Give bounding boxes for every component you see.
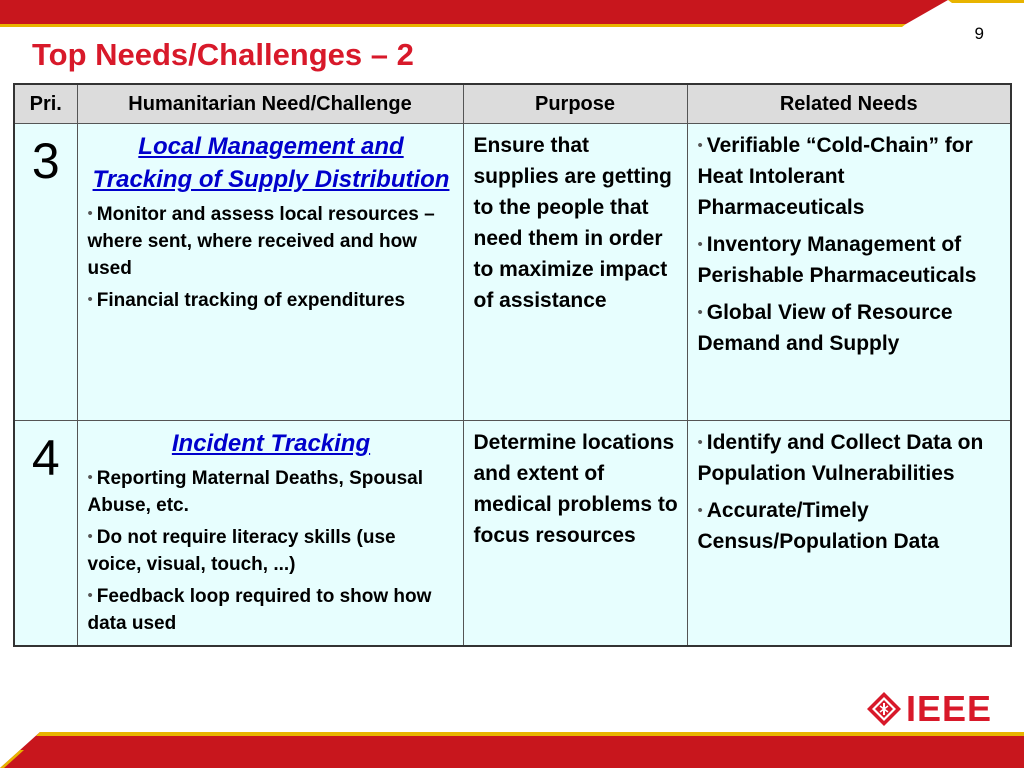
need-bullet-text: Monitor and assess local resources – where sent, where received and how used: [87, 204, 435, 279]
related-item-text: Global View of Resource Demand and Supply: [697, 301, 953, 355]
bullet-icon: •: [87, 291, 93, 308]
need-bullet: [88, 523, 455, 578]
related-item-text: Verifiable “Cold-Chain” for Heat Intolerant Pharmaceuticals: [697, 134, 973, 219]
related-item: [698, 229, 1005, 291]
ieee-logo-text: IEEE: [906, 688, 993, 729]
need-bullet-text: Do not require literacy skills (use voice, visual, touch, ...): [87, 527, 396, 575]
bullet-icon: •: [697, 304, 703, 321]
bullet-icon: •: [697, 236, 703, 253]
need-bullet-text: Financial tracking of expenditures: [96, 290, 406, 311]
bottom-decor-band: [0, 728, 1024, 768]
related-item-text: Inventory Management of Perishable Pharmaceuticals: [697, 233, 977, 287]
header-related: Related Needs: [687, 84, 1011, 124]
bullet-icon: •: [697, 137, 703, 154]
bottom-band-graphic: [0, 728, 1024, 768]
related-item: [698, 495, 1005, 557]
related-item: [698, 130, 1005, 223]
related-cell: [687, 421, 1011, 646]
header-pri: Pri.: [14, 84, 77, 124]
bullet-icon: •: [87, 205, 93, 222]
need-title-link[interactable]: Incident Tracking: [171, 430, 371, 457]
need-bullet-text: Reporting Maternal Deaths, Spousal Abuse, etc.: [87, 468, 423, 516]
related-item-text: Accurate/Timely Census/Population Data: [697, 499, 940, 553]
related-item: [698, 427, 1005, 489]
need-bullet: [88, 286, 455, 314]
table-row: [14, 124, 1011, 421]
bullet-icon: •: [697, 434, 703, 451]
top-decor-band: [0, 0, 1024, 34]
need-cell: [77, 421, 463, 646]
need-bullet: [88, 582, 455, 637]
header-need: Humanitarian Need/Challenge: [77, 84, 463, 124]
ieee-diamond-icon: [866, 691, 902, 727]
purpose-cell: Ensure that supplies are getting to the people that need them in order to maximize impact of assistance: [463, 124, 687, 421]
page-title: Top Needs/Challenges – 2: [32, 37, 414, 72]
header-purpose: Purpose: [463, 84, 687, 124]
related-cell: [687, 124, 1011, 421]
bullet-icon: •: [87, 469, 93, 486]
purpose-cell: Determine locations and extent of medical problems to focus resources: [463, 421, 687, 646]
priority-number: 3: [14, 124, 77, 421]
ieee-logo: [866, 689, 992, 729]
priority-number: 4: [14, 421, 77, 646]
needs-table: [13, 83, 1012, 647]
need-cell: [77, 124, 463, 421]
bullet-icon: •: [87, 587, 93, 604]
bullet-icon: •: [87, 528, 93, 545]
table-header-row: [14, 84, 1011, 124]
need-title-link[interactable]: Local Management and Tracking of Supply Distribution: [92, 133, 450, 193]
page-number: 9: [974, 24, 984, 43]
need-bullet: [88, 464, 455, 519]
table-row: [14, 421, 1011, 646]
top-band-graphic: [0, 0, 1024, 34]
related-item: [698, 297, 1005, 359]
need-bullet: [88, 200, 455, 282]
need-bullet-text: Feedback loop required to show how data used: [87, 586, 432, 634]
related-item-text: Identify and Collect Data on Population Vulnerabilities: [697, 431, 984, 485]
bullet-icon: •: [697, 502, 703, 519]
